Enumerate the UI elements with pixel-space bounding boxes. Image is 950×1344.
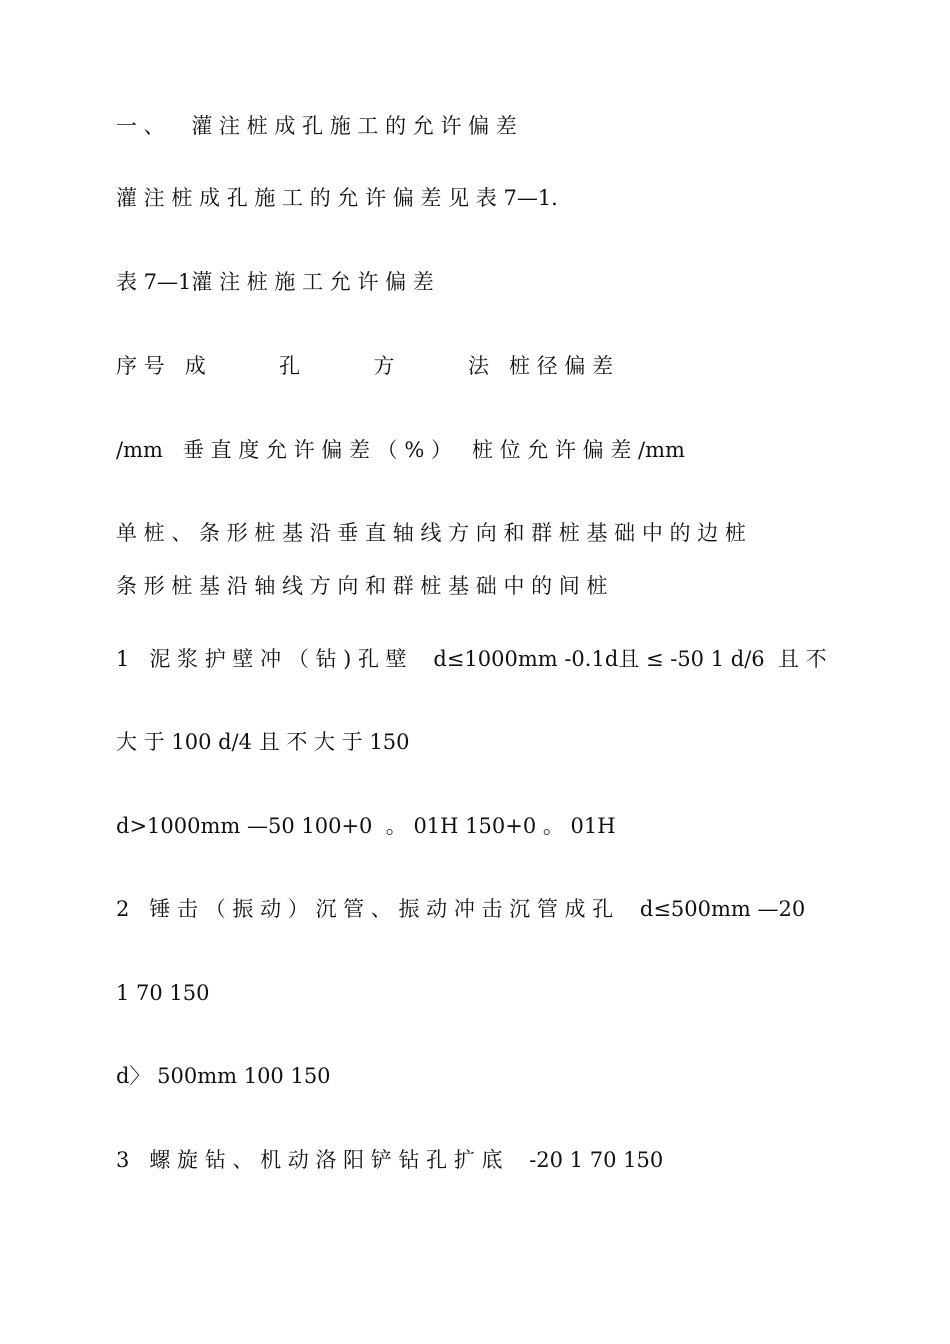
- table-row-2-line-2: 1 70 150: [116, 981, 210, 1005]
- table-header-line-1: 序 号 成 孔 方 法 桩 径 偏 差: [116, 354, 614, 378]
- table-header-line-4: 条 形 桩 基 沿 轴 线 方 向 和 群 桩 基 础 中 的 间 桩: [116, 574, 608, 598]
- table-row-1-line-1: 1 泥 浆 护 壁 冲 （ 钻 ) 孔 壁 d≤1000mm -0.1d且 ≤ -50 1 d/6 且 不: [116, 647, 827, 671]
- table-row-1-line-3: d>1000mm —50 100+0 。 01H 150+0 。 01H: [116, 814, 616, 838]
- intro-paragraph: 灌 注 桩 成 孔 施 工 的 允 许 偏 差 见 表 7—1.: [116, 186, 558, 210]
- table-row-2-line-3: d〉 500mm 100 150: [116, 1064, 331, 1088]
- section-heading: 一 、 灌 注 桩 成 孔 施 工 的 允 许 偏 差: [116, 114, 517, 138]
- table-header-line-3: 单 桩 、 条 形 桩 基 沿 垂 直 轴 线 方 向 和 群 桩 基 础 中 的 边 桩: [116, 521, 746, 545]
- table-header-line-2: /mm 垂 直 度 允 许 偏 差 （ % ） 桩 位 允 许 偏 差 /mm: [116, 438, 685, 462]
- table-row-2-line-1: 2 锤 击 （ 振 动 ） 沉 管 、 振 动 冲 击 沉 管 成 孔 d≤500mm —20: [116, 897, 806, 921]
- table-row-1-line-2: 大 于 100 d/4 且 不 大 于 150: [116, 730, 410, 754]
- table-row-3-line-1: 3 螺 旋 钻 、 机 动 洛 阳 铲 钻 孔 扩 底 -20 1 70 150: [116, 1148, 664, 1172]
- table-caption: 表 7—1灌 注 桩 施 工 允 许 偏 差: [116, 270, 434, 294]
